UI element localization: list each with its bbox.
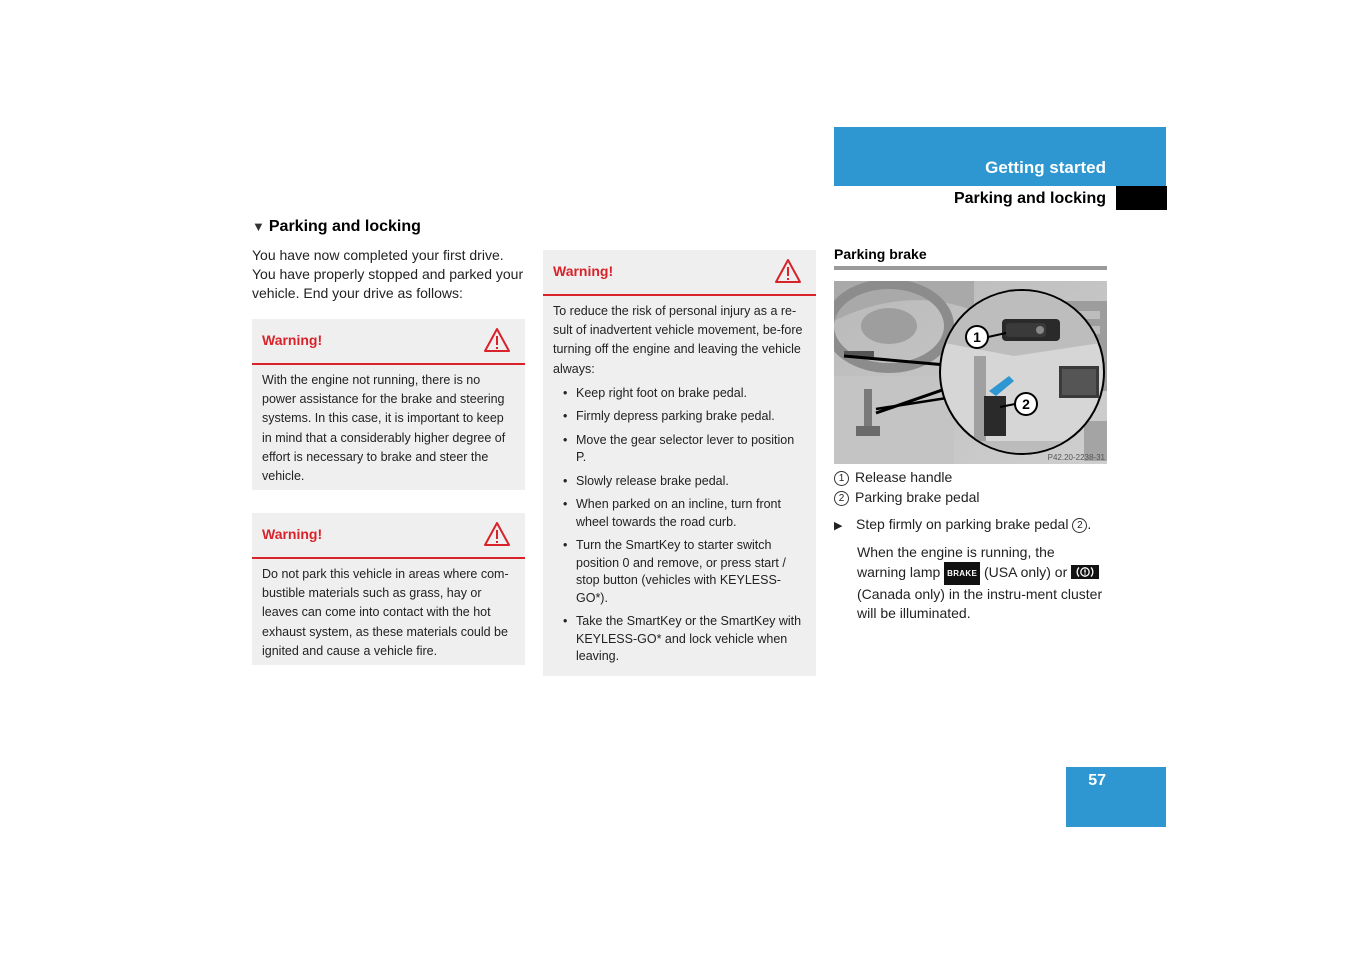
bullet: • [563,614,568,629]
intro-paragraph: You have now completed your first drive. You have properly stopped and parked your vehicle. End your drive as follows: [252,247,524,301]
figure-legend [834,468,1107,507]
note-text-1: When the engine is running, the warning lamp [857,544,1055,580]
legend-text: Release handle [855,469,953,485]
list-item [553,613,806,666]
callout-2 [1015,393,1037,415]
list-item [553,385,806,403]
header-section-title: Getting started [985,158,1106,177]
warning-box-1 [252,319,525,490]
page-title [252,218,421,236]
figure-code: P42.20-2238-31 [1047,453,1105,462]
bullet: • [563,473,568,488]
list-item [553,408,806,426]
warning-header [543,250,816,296]
warning-label: Warning! [553,263,614,279]
list-item [553,432,806,467]
step-ref-number: 2 [1072,518,1087,533]
note-text-3: (Canada only) in the instru-ment cluster will be illuminated. [857,586,1103,621]
bullet: • [563,538,568,553]
list-item [553,473,806,491]
note-text-2: (USA only) or [984,564,1068,580]
legend-text: Parking brake pedal [855,488,980,505]
callout-1-label: 1 [973,329,981,345]
list-item-text: Keep right foot on brake pedal. [576,385,747,400]
step-end: . [1087,516,1092,532]
callout-2-label: 2 [1022,396,1030,412]
list-item [553,496,806,531]
page-title-text: Parking and locking [268,218,421,235]
warning-intro: To reduce the risk of personal injury as a re-sult of inadvertent vehicle movement, be-fore turning off the engine and leaving the vehicle always: [553,304,803,376]
warning-box-3 [543,250,816,676]
header-subsection-title: Parking and locking [953,190,1106,207]
list-item-text: Take the SmartKey or the SmartKey with KEYLESS-GO* and lock vehicle when leaving. [576,614,802,664]
legend-item [834,468,1107,488]
bullet: • [563,432,568,447]
list-item [553,537,806,607]
list-item-text: Slowly release brake pedal. [576,473,729,488]
warning-triangle-icon [483,327,511,353]
warning-text: With the engine not running, there is no power assistance for the brake and steering systems. In this case, it is important to keep in mind that a considerably higher degree of effort is necessary to brake and steer the vehicle. [262,373,506,484]
warning-label: Warning! [262,526,323,542]
legend-number: 1 [834,471,849,486]
warning-label: Warning! [262,332,323,348]
list-item-text: When parked on an incline, turn front wheel towards the road curb. [576,497,781,529]
bullet: • [563,409,568,424]
warning-triangle-icon [774,258,802,284]
section-triangle-icon: ▼ [252,219,265,234]
play-arrow-icon: ▶ [834,520,843,532]
warning-body [543,296,816,680]
title-rule [834,266,1107,270]
page-number: 57 [1088,772,1106,789]
warning-header [252,513,525,559]
warning-header [252,319,525,365]
header-tab-marker [1116,186,1167,210]
warning-triangle-icon [483,521,511,547]
warning-text: Do not park this vehicle in areas where com-bustible materials such as grass, hay or leaves can come into contact with the hot exhaust system, as these materials could be ignited and cause a vehicle fire. [262,567,509,658]
legend-number: 2 [834,491,849,506]
list-item-text: Firmly depress parking brake pedal. [576,409,775,424]
list-item-text: Move the gear selector lever to position P. [576,432,795,465]
warning-steps-list [553,385,806,666]
bullet: • [563,385,568,400]
warning-lamp-note [857,543,1107,623]
parking-brake-illustration [834,281,1107,464]
instruction-step [834,515,1114,536]
brake-lamp-icon: BRAKE [944,562,980,585]
parking-brake-lamp-icon [1071,565,1099,579]
callout-1 [966,326,988,348]
warning-box-2 [252,513,525,665]
bullet: • [563,497,568,512]
legend-item [834,488,1107,508]
list-item-text: Turn the SmartKey to starter switch position 0 and remove, or press start / stop button (vehicles with KEYLESS-GO*). [576,538,786,605]
step-text: Step firmly on parking brake pedal [856,516,1069,532]
parking-brake-title: Parking brake [834,246,927,262]
